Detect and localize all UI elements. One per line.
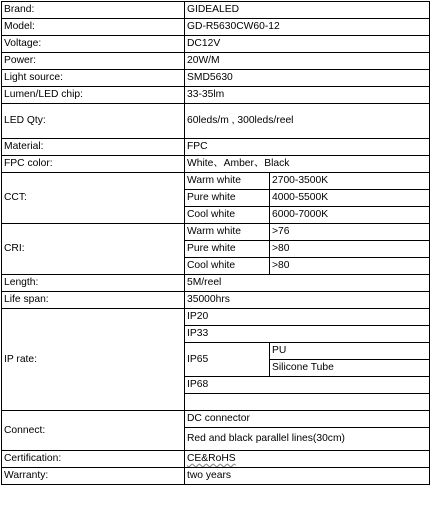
table-row [2, 19, 430, 36]
table-row [2, 139, 430, 156]
cri-label: CRI: [2, 224, 185, 275]
table-row [2, 309, 430, 326]
cct-item-name: Warm white [185, 173, 270, 190]
table-row [2, 87, 430, 104]
voltage-value: DC12V [185, 36, 430, 53]
cri-item-value: >80 [270, 258, 430, 275]
table-row [2, 173, 430, 190]
table-row [2, 36, 430, 53]
connect-option: Red and black parallel lines(30cm) [185, 428, 430, 451]
table-row [2, 70, 430, 87]
ip65-option: Silicone Tube [270, 360, 430, 377]
cri-item-name: Warm white [185, 224, 270, 241]
led-qty-value: 60leds/m , 300leds/reel [185, 104, 430, 139]
length-value: 5M/reel [185, 275, 430, 292]
connect-option: DC connector [185, 411, 430, 428]
cct-label: CCT: [2, 173, 185, 224]
certification-value: CE&RoHS [187, 453, 236, 464]
cri-item-name: Pure white [185, 241, 270, 258]
fpc-color-label: FPC color: [2, 156, 185, 173]
brand-value: GIDEALED [185, 2, 430, 19]
table-row [2, 224, 430, 241]
ip68-value: IP68 [185, 377, 430, 394]
cct-item-value: 2700-3500K [270, 173, 430, 190]
power-label: Power: [2, 53, 185, 70]
table-row [2, 156, 430, 173]
cri-item-value: >80 [270, 241, 430, 258]
ip65-value: IP65 [185, 343, 270, 377]
ip-rate-label: IP rate: [2, 309, 185, 411]
led-qty-label: LED Qty: [2, 104, 185, 139]
model-value: GD-R5630CW60-12 [185, 19, 430, 36]
cri-item-name: Cool white [185, 258, 270, 275]
light-source-value: SMD5630 [185, 70, 430, 87]
lumen-value: 33-35lm [185, 87, 430, 104]
table-row [2, 292, 430, 309]
spec-table [1, 1, 430, 485]
ip20-value: IP20 [185, 309, 430, 326]
material-label: Material: [2, 139, 185, 156]
table-row [2, 2, 430, 19]
connect-label: Connect: [2, 411, 185, 451]
cct-item-value: 6000-7000K [270, 207, 430, 224]
cct-item-name: Cool white [185, 207, 270, 224]
length-label: Length: [2, 275, 185, 292]
lumen-label: Lumen/LED chip: [2, 87, 185, 104]
brand-label: Brand: [2, 2, 185, 19]
cct-item-name: Pure white [185, 190, 270, 207]
table-row [2, 411, 430, 428]
spec-sheet [1, 1, 429, 512]
ip-rate-spacer [185, 394, 430, 411]
model-label: Model: [2, 19, 185, 36]
cct-item-value: 4000-5500K [270, 190, 430, 207]
material-value: FPC [185, 139, 430, 156]
voltage-label: Voltage: [2, 36, 185, 53]
fpc-color-value: White、Amber、Black [185, 156, 430, 173]
ip33-value: IP33 [185, 326, 430, 343]
table-row [2, 275, 430, 292]
table-row [2, 53, 430, 70]
table-row [2, 468, 430, 485]
certification-label: Certification: [2, 451, 185, 468]
ip65-option: PU [270, 343, 430, 360]
life-span-label: Life span: [2, 292, 185, 309]
power-value: 20W/M [185, 53, 430, 70]
warranty-label: Warranty: [2, 468, 185, 485]
light-source-label: Light source: [2, 70, 185, 87]
table-row [2, 104, 430, 139]
table-row [2, 451, 430, 468]
life-span-value: 35000hrs [185, 292, 430, 309]
cri-item-value: >76 [270, 224, 430, 241]
warranty-value: two years [185, 468, 430, 485]
